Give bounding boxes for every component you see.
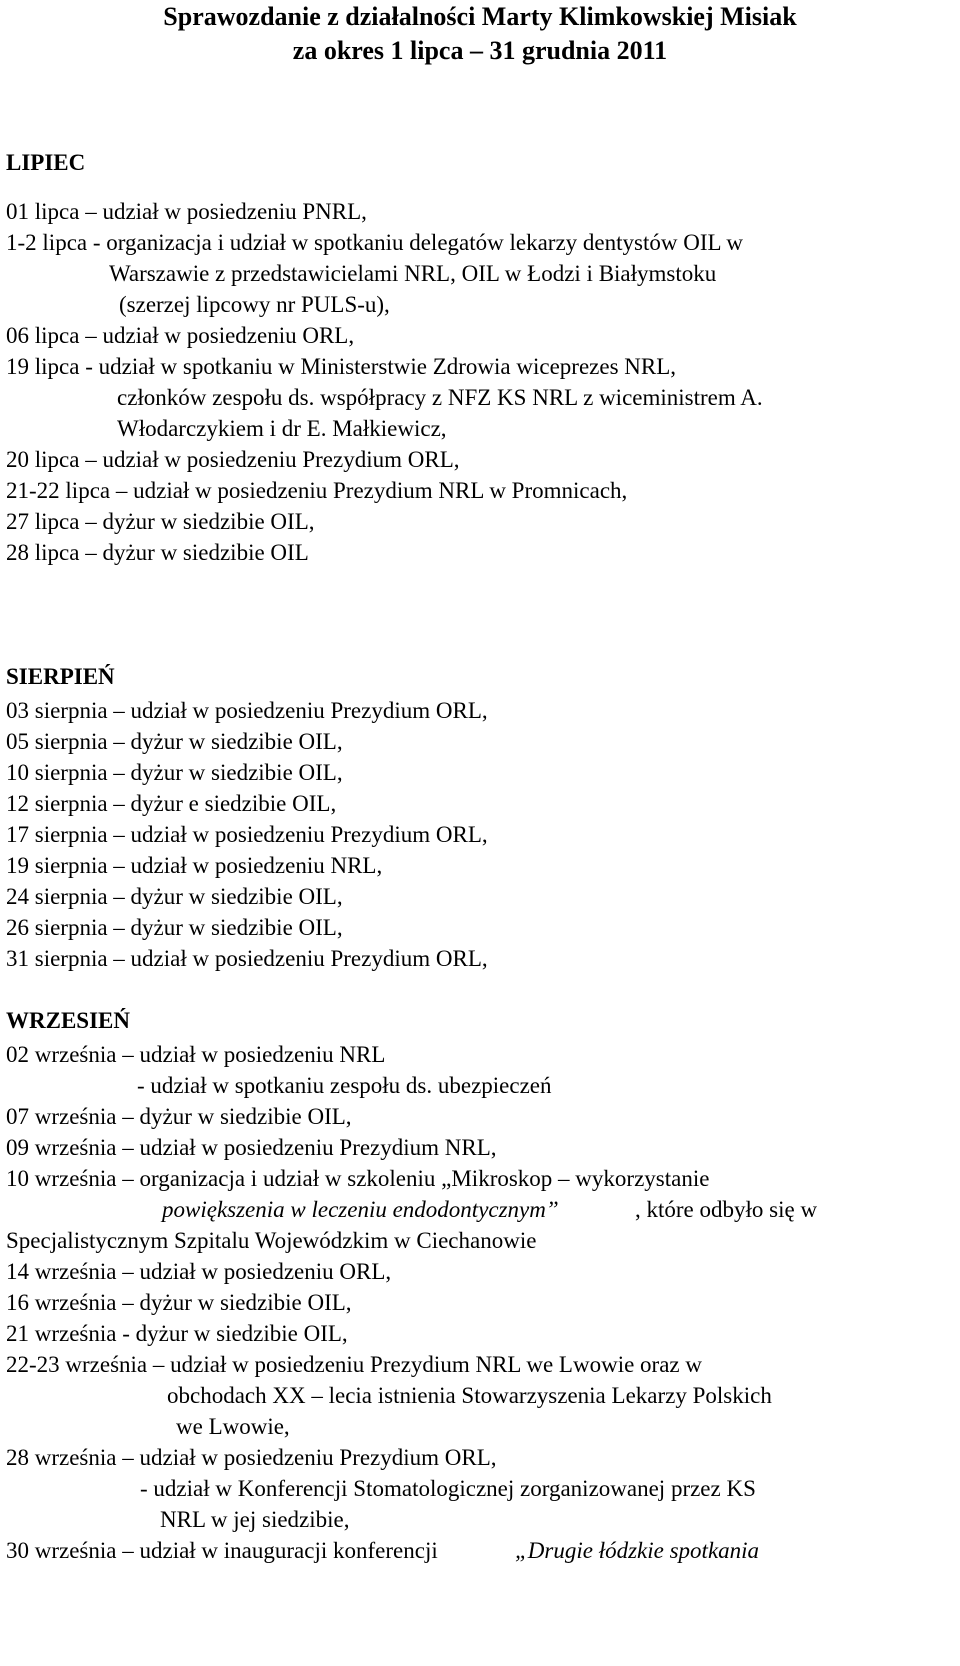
entry-line: 03 sierpnia – udział w posiedzeniu Prezydium ORL, bbox=[6, 698, 488, 723]
section-heading-lipiec: LIPIEC bbox=[6, 150, 86, 175]
entry-line: 30 września – udział w inauguracji konferencji bbox=[6, 1538, 438, 1563]
entry-line: 10 sierpnia – dyżur w siedzibie OIL, bbox=[6, 760, 343, 785]
document-title-line-1: Sprawozdanie z działalności Marty Klimkowskiej Misiak bbox=[163, 2, 797, 31]
section-heading-wrzesien: WRZESIEŃ bbox=[6, 1008, 130, 1033]
entry-line: - udział w Konferencji Stomatologicznej zorganizowanej przez KS bbox=[140, 1476, 756, 1501]
entry-line: Specjalistycznym Szpitalu Wojewódzkim w Ciechanowie bbox=[6, 1228, 537, 1253]
entry-line-italic: powiększenia w leczeniu endodontycznym” bbox=[162, 1197, 559, 1222]
entry-line: 26 sierpnia – dyżur w siedzibie OIL, bbox=[6, 915, 343, 940]
entry-line: 21-22 lipca – udział w posiedzeniu Prezydium NRL w Promnicach, bbox=[6, 478, 628, 503]
entry-line: 1-2 lipca - organizacja i udział w spotkaniu delegatów lekarzy dentystów OIL w bbox=[6, 230, 744, 255]
entry-line: 20 lipca – udział w posiedzeniu Prezydium ORL, bbox=[6, 447, 460, 472]
entry-line: , które odbyło się w bbox=[635, 1197, 818, 1222]
entry-line: we Lwowie, bbox=[176, 1414, 290, 1439]
entry-line: członków zespołu ds. współpracy z NFZ KS NRL z wiceministrem A. bbox=[117, 385, 763, 410]
entry-line: 31 sierpnia – udział w posiedzeniu Prezydium ORL, bbox=[6, 946, 488, 971]
entry-line: - udział w spotkaniu zespołu ds. ubezpieczeń bbox=[137, 1073, 552, 1098]
document-title-line-2: za okres 1 lipca – 31 grudnia 2011 bbox=[292, 36, 668, 65]
entry-line: 07 września – dyżur w siedzibie OIL, bbox=[6, 1104, 352, 1129]
entry-line: 01 lipca – udział w posiedzeniu PNRL, bbox=[6, 199, 367, 224]
entry-line: Włodarczykiem i dr E. Małkiewicz, bbox=[117, 416, 447, 441]
entry-line: 28 lipca – dyżur w siedzibie OIL bbox=[6, 540, 309, 565]
entry-line: obchodach XX – lecia istnienia Stowarzyszenia Lekarzy Polskich bbox=[167, 1383, 772, 1408]
entry-line: 16 września – dyżur w siedzibie OIL, bbox=[6, 1290, 352, 1315]
entry-line: 10 września – organizacja i udział w szkoleniu „Mikroskop – wykorzystanie bbox=[6, 1166, 710, 1191]
entry-line: 09 września – udział w posiedzeniu Prezydium NRL, bbox=[6, 1135, 497, 1160]
entry-line: 05 sierpnia – dyżur w siedzibie OIL, bbox=[6, 729, 343, 754]
entry-line: 27 lipca – dyżur w siedzibie OIL, bbox=[6, 509, 315, 534]
entry-line: 22-23 września – udział w posiedzeniu Prezydium NRL we Lwowie oraz w bbox=[6, 1352, 702, 1377]
entry-line: 06 lipca – udział w posiedzeniu ORL, bbox=[6, 323, 355, 348]
entry-line: Warszawie z przedstawicielami NRL, OIL w Łodzi i Białymstoku bbox=[109, 261, 717, 286]
entry-line: 12 sierpnia – dyżur e siedzibie OIL, bbox=[6, 791, 337, 816]
entry-line: NRL w jej siedzibie, bbox=[160, 1507, 350, 1532]
section-heading-sierpien: SIERPIEŃ bbox=[6, 664, 115, 689]
entry-line: 19 lipca - udział w spotkaniu w Ministerstwie Zdrowia wiceprezes NRL, bbox=[6, 354, 677, 379]
entry-line: 24 sierpnia – dyżur w siedzibie OIL, bbox=[6, 884, 343, 909]
entry-line: 28 września – udział w posiedzeniu Prezydium ORL, bbox=[6, 1445, 497, 1470]
entry-line: 17 sierpnia – udział w posiedzeniu Prezydium ORL, bbox=[6, 822, 488, 847]
entry-line: 14 września – udział w posiedzeniu ORL, bbox=[6, 1259, 392, 1284]
entry-line: (szerzej lipcowy nr PULS-u), bbox=[119, 292, 390, 317]
entry-line: 02 września – udział w posiedzeniu NRL bbox=[6, 1042, 386, 1067]
entry-line: 19 sierpnia – udział w posiedzeniu NRL, bbox=[6, 853, 383, 878]
entry-line: 21 września - dyżur w siedzibie OIL, bbox=[6, 1321, 348, 1346]
entry-line-italic: „Drugie łódzkie spotkania bbox=[515, 1538, 760, 1563]
